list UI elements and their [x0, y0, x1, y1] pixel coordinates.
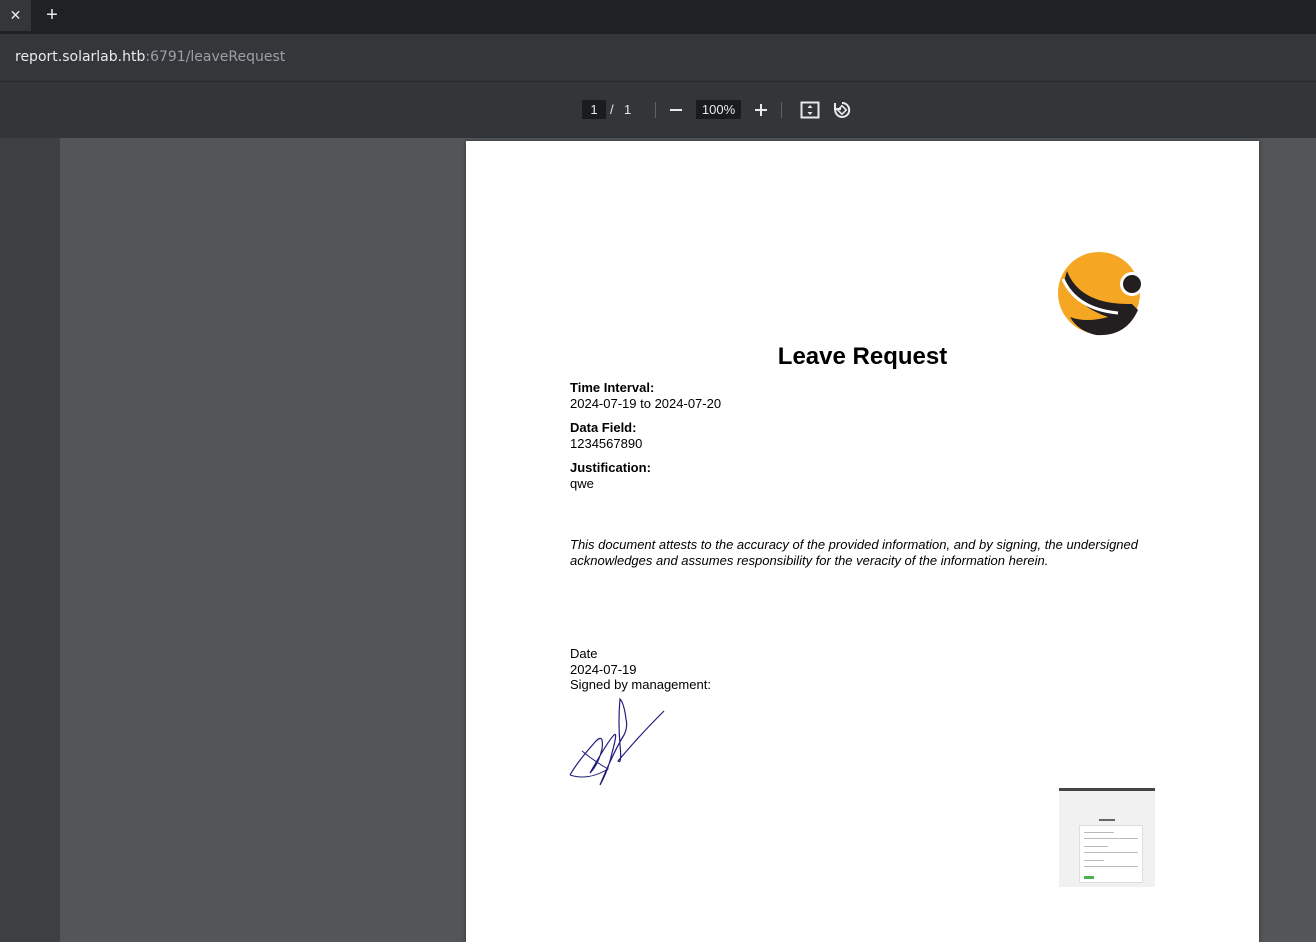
time-interval-value: 2024-07-19 to 2024-07-20: [570, 396, 722, 411]
page-number-input[interactable]: [582, 100, 606, 119]
date-label: Date: [570, 646, 598, 661]
zoom-in-button[interactable]: [749, 98, 773, 122]
rotate-button[interactable]: [830, 98, 854, 122]
toolbar-divider: [655, 102, 656, 118]
toolbar-divider: [781, 102, 782, 118]
fit-page-button[interactable]: [798, 98, 822, 122]
zoom-out-button[interactable]: [664, 98, 688, 122]
url-text[interactable]: [15, 49, 285, 65]
fit-page-icon: [800, 101, 820, 119]
form-screenshot-thumbnail: [1059, 788, 1155, 887]
viewer-left-rail: [0, 138, 60, 942]
page-total: 1: [624, 102, 632, 117]
close-icon: ✕: [9, 7, 22, 23]
url-host: report.solarlab.htb: [15, 49, 146, 65]
minus-icon: [669, 103, 683, 117]
tab-strip: [0, 0, 1316, 34]
justification-value: qwe: [570, 476, 594, 491]
page-separator: /: [610, 102, 614, 117]
rotate-icon: [832, 100, 852, 120]
plus-icon: +: [46, 3, 58, 26]
signed-by-label: Signed by management:: [570, 677, 711, 692]
data-field-label: Data Field:: [570, 420, 637, 435]
address-bar[interactable]: [0, 34, 1316, 82]
data-field-value: 1234567890: [570, 436, 643, 451]
new-tab-button[interactable]: [40, 3, 64, 27]
pdf-page: [466, 141, 1259, 942]
zoom-input[interactable]: [696, 100, 741, 119]
document-title: Leave Request: [777, 343, 948, 370]
attestation-text: This document attests to the accuracy of the provided information, and by signing, the undersigned acknowledges and assumes responsibility for the veracity of the information herein.: [570, 537, 1139, 568]
justification-label: Justification:: [570, 460, 651, 475]
tab-close-button[interactable]: [0, 0, 31, 31]
time-interval-label: Time Interval:: [570, 380, 655, 395]
solarlab-logo: [1058, 247, 1148, 337]
date-value: 2024-07-19: [570, 662, 637, 677]
pdf-toolbar: [0, 82, 1316, 138]
plus-icon: [754, 103, 768, 117]
url-path: :6791/leaveRequest: [145, 49, 286, 65]
signature-image: [568, 691, 668, 791]
